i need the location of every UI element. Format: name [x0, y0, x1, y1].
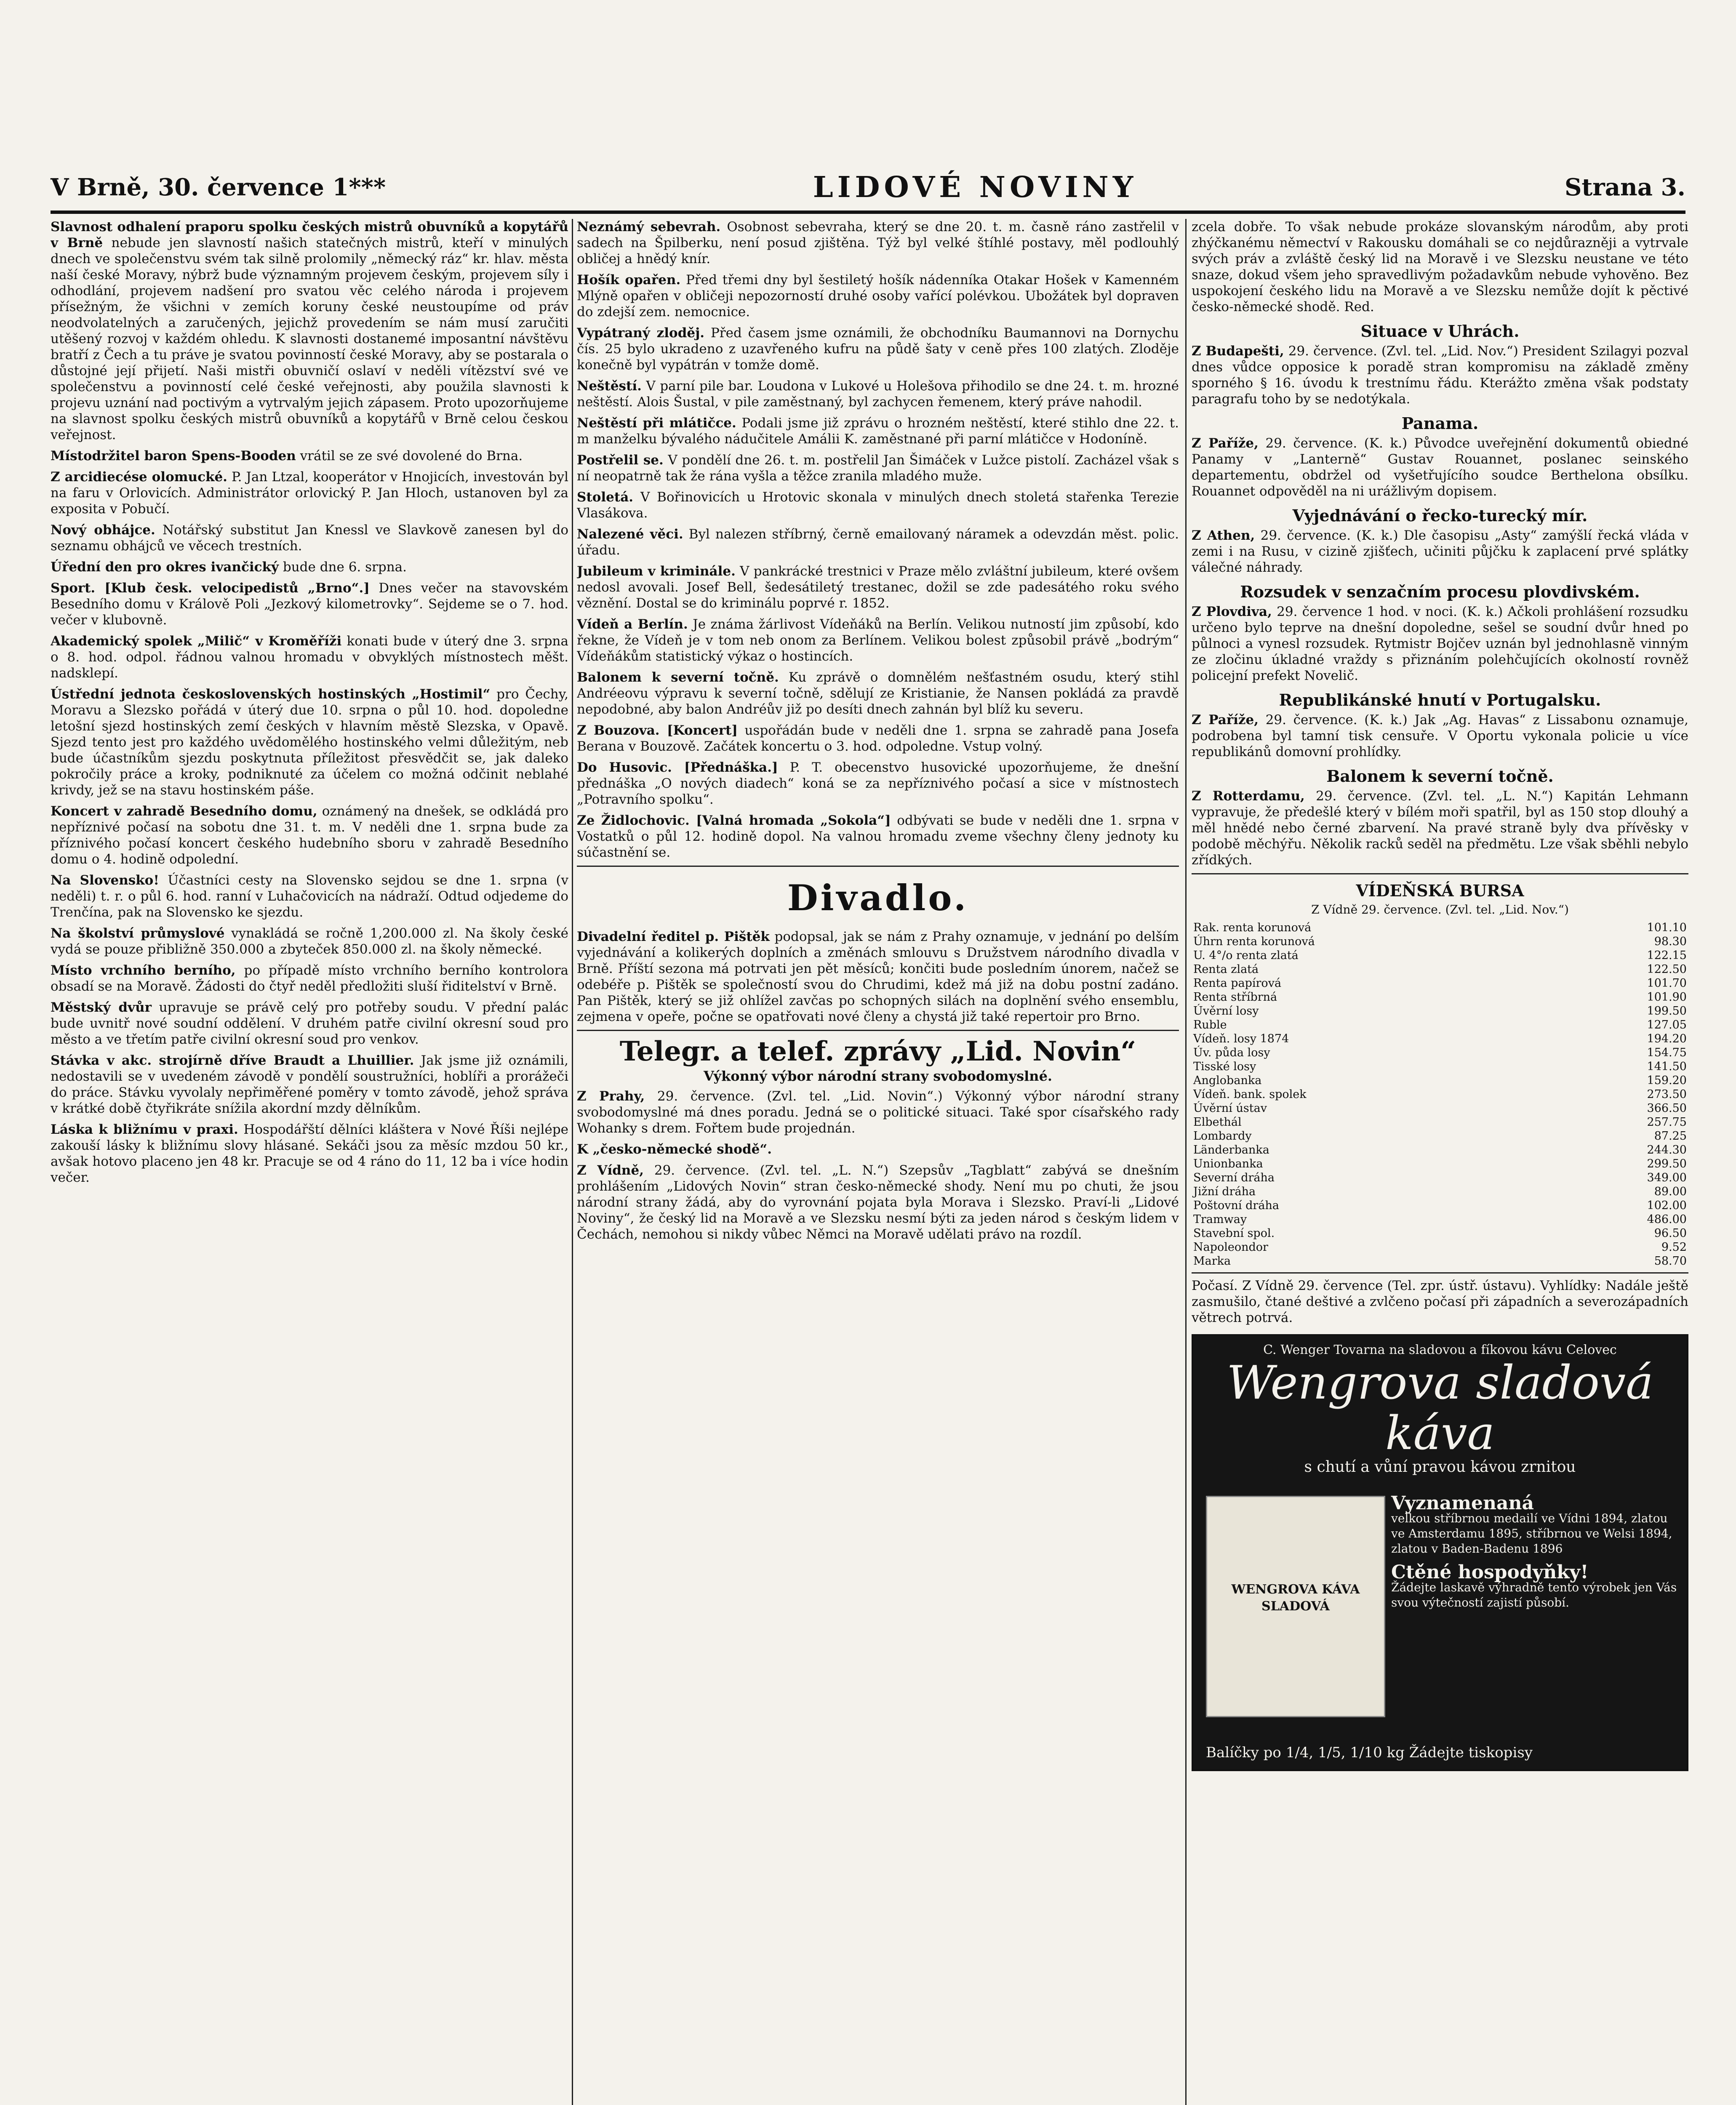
article-text: nebude jen slavností našich statečných mistrů, kteří v minulých dnech ve společenstvu svém tak silně prolomily „německý ráz“ kr. hlav. města naší české Moravy, nýbrž bude významným projevem českým, projevem síly i odhodlání, projevem nadšení pro svatou věc celého národa i projevem přísežným, že všichni v zemích koruny české neustoupíme od práv neodvolatelných a zaručených, jejichž provedením se nám musí zaručiti utěšený rozvoj v každém ohledu. K slavnosti dostanemé imposantní návštěvu bratří z Čech a tu práve je svatou povinností české Moravy, aby se postarala o důstojné její přijetí. Naši mistři obuvničí oslaví v neděli vítězství své ve společenstvu a povinností celé české veřejnosti, aby použila slavnosti k projevu uznání nad poctivým a vytrvalým jejich zápasem. Proto upozorňujeme na slavnost spolku českých mistrů obuvníků a kopytářů v Brně celou českou veřejnost. [51, 235, 568, 442]
rate-row [1192, 976, 1688, 990]
article [51, 219, 568, 443]
rate-row [1192, 1143, 1688, 1157]
article [577, 489, 1179, 521]
article [51, 925, 568, 957]
rate-value: 299.50 [1647, 1157, 1687, 1170]
article-text: V pondělí dne 26. t. m. postřelil Jan Šimáček v Lužce pistolí. Zacházel však s ní neopatrně tak že rána vyšla a těžce zranila mladého muže. [577, 453, 1179, 484]
ad-banner: C. Wenger Tovarna na sladovou a fíkovou kávu Celovec [1263, 1343, 1617, 1357]
article-headline: K „česko-německé shodě“. [577, 1142, 772, 1157]
ad-subtitle: s chutí a vůní pravou kávou zrnitou [1304, 1458, 1576, 1476]
article-text: Dnes večer na stavovském Besedního domu v Králově Poli „Jezkový kilometrovky“. Sejdeme se o 7. hod. večer v klubovně. [51, 581, 568, 628]
article [577, 1088, 1179, 1136]
rate-row [1192, 1129, 1688, 1143]
article-headline: Nový obhájce. [51, 522, 155, 538]
article-headline: Do Husovic. [Přednáška.] [577, 760, 778, 775]
article [577, 722, 1179, 754]
rate-row [1192, 1199, 1688, 1212]
ad-text [1391, 1492, 1678, 1610]
section-rule [577, 866, 1179, 867]
rate-row [1192, 949, 1688, 962]
rate-value: 194.20 [1647, 1032, 1687, 1045]
rate-row [1192, 1004, 1688, 1018]
rate-label: Rak. renta korunová [1193, 921, 1312, 934]
rate-row [1192, 1087, 1688, 1101]
rate-label: U. 4°/o renta zlatá [1193, 949, 1299, 962]
article [51, 448, 568, 464]
article [577, 1162, 1179, 1242]
article [51, 962, 568, 994]
rate-value: 9.52 [1661, 1241, 1687, 1254]
article [1192, 604, 1688, 684]
article [51, 686, 568, 798]
rate-label: Vídeň. bank. spolek [1193, 1088, 1307, 1101]
article-headline: Městský dvůr [51, 1000, 152, 1015]
rate-row [1192, 935, 1688, 949]
article [577, 378, 1179, 410]
article-text: V Bořinovicích u Hrotovic skonala v minulých dnech stoletá stařenka Terezie Vlasákova. [577, 490, 1179, 521]
article-text: Notářský substitut Jan Knessl ve Slavkově zanesen byl do seznamu obhájců ve věcech trestních. [51, 522, 568, 554]
article [577, 272, 1179, 320]
package-label: WENGROVA KÁVA SLADOVÁ [1231, 1582, 1360, 1614]
rate-value: 349.00 [1647, 1171, 1687, 1184]
telegr-news [577, 1088, 1179, 1242]
article [51, 872, 568, 920]
article-text: podopsal, jak se nám z Prahy oznamuje, v jednání po delším vyjednávání a kolikerých doplních a změnách smlouvu s Družstvem národního divadla v Brně. Příští sezona má potrvati jen pět měsíců; končiti bude posledním únorem, načež se odebéře p. Pištěk se společností svou do Chrudimi, kdež má již na dobu postní zadáno. Pan Pištěk, který se již ohlížel zavčas po schopných silách na doplnění svého ensemblu, zejmena v opeře, počne se opatřovati nové členy a chystá již také repertoir pro Brno. [577, 929, 1179, 1024]
article [577, 526, 1179, 558]
issue-date: V Brně, 30. července 1*** [51, 173, 386, 201]
article-headline: Láska k bližnímu v praxi. [51, 1122, 238, 1137]
article-text: 29. července. (K. k.) Původce uveřejnění dokumentů obiedné Panamy v „Lanterně“ Gustav Rouannet, poslanec seinského departementu, obdržel od vyšetřujícího soudce Berthelona obsílku. Rouannet odpověděl na ni urážlivým dopisem. [1192, 436, 1688, 499]
article [1192, 528, 1688, 576]
article-text: P. Jan Ltzal, kooperátor v Hnojicích, investován byl na faru v Orlovicích. Administrátor orlovický P. Jan Hloch, ustanoven byl za exposita v Pobučí. [51, 469, 568, 517]
article-subheading: Panama. [1401, 414, 1479, 433]
rate-value: 366.50 [1647, 1102, 1687, 1115]
rate-label: Napoleondor [1193, 1241, 1268, 1254]
article-headline: Z Prahy, [577, 1089, 645, 1104]
article-text: upravuje se právě celý pro potřeby soudu. V přední palác bude uvnitř nové soudní oddělení. V druhém patře civilní okresní soud pro město a ve třetím patře civilní okresní soud pro venkov. [51, 1000, 568, 1047]
article [577, 669, 1179, 717]
rate-value: 101.70 [1647, 977, 1687, 990]
rate-label: Renta papírová [1193, 977, 1282, 990]
article [577, 325, 1179, 373]
rate-row [1192, 1032, 1688, 1046]
rate-row [1192, 1074, 1688, 1087]
article-text: odbývati se bude v neděli dne 1. srpna v Vostatků o půl 12. hodině dopol. Na valnou hromadu zveme všechny členy jednoty ku súčastnění se. [577, 813, 1179, 860]
article-subheading: Vyjednávání o řecko-turecký mír. [1292, 506, 1588, 525]
article-headline: Místodržitel baron Spens-Booden [51, 448, 296, 464]
article-headline: Nalezené věci. [577, 527, 683, 542]
section-rule [577, 1030, 1179, 1031]
article-text: 29. července. (Zvl. tel. „Lid. Novin“.) Výkonný výbor národní strany svobodomyslné má dnes poradu. Jedná se o politické situaci. Také spor císařského rady Wohanky s drem. Fořtem bude projednán. [577, 1089, 1179, 1136]
coffee-package-image [1206, 1496, 1385, 1717]
rate-value: 141.50 [1647, 1060, 1687, 1073]
column-middle-news [577, 219, 1179, 861]
article-headline: Z Vídně, [577, 1163, 644, 1178]
burza-date: Z Vídně 29. července. (Zvl. tel. „Lid. Nov.“) [1311, 903, 1569, 917]
rate-value: 96.50 [1654, 1227, 1687, 1240]
article-headline: Akademický spolek „Milič“ v Kroměříži [51, 634, 342, 649]
article-headline: Neštěstí při mlátičce. [577, 416, 736, 431]
article-text: zcela dobře. To však nebude prokáze slovanským národům, aby proti zhýčkanému němectví v Rakousku domáhali se co nejdůrazněji a vytrvale svých práv a zvláště český lid na Moravě i ve Slezsku neustane ve této snaze, dokud všem jeho spravedlivým požadavkům nebude vyhověno. Bez uspokojení českého lidu na Moravě a ve Slezsku nemůže dojít k pěctivé česko-německé shodě. Red. [1192, 219, 1688, 314]
article-headline: Stoletá. [577, 490, 634, 505]
rate-value: 273.50 [1647, 1088, 1687, 1101]
rate-label: Poštovní dráha [1193, 1199, 1279, 1212]
article-headline: Z Paříže, [1192, 436, 1259, 451]
article [1192, 712, 1688, 760]
ad-bottom-line: Balíčky po 1/4, 1/5, 1/10 kg Žádejte tiskopisy [1206, 1744, 1533, 1761]
article [577, 1141, 1179, 1157]
rate-row [1192, 1101, 1688, 1115]
article-text: V parní pile bar. Loudona v Lukové u Holešova přihodilo se dne 24. t. m. hrozné neštěstí. Alois Šustal, v pile zaměstnaný, byl zachycen řemenem, který práve nahodil. [577, 378, 1179, 410]
article [577, 219, 1179, 267]
article-headline: Z Bouzova. [Koncert] [577, 723, 738, 738]
article-text: uspořádán bude v neděli dne 1. srpna se zahradě pana Josefa Berana v Bouzově. Začátek koncertu o 3. hod. odpoledne. Vstup volný. [577, 723, 1179, 754]
rate-value: 257.75 [1647, 1116, 1687, 1129]
article [577, 452, 1179, 484]
advertisement [1192, 1334, 1688, 1771]
rate-row [1192, 1060, 1688, 1074]
rate-label: Úvěrní ústav [1193, 1102, 1267, 1115]
article [577, 929, 1179, 1025]
article-headline: Balonem k severní točně. [577, 670, 779, 685]
article-text: 29. července. (K. k.) Dle časopisu „Asty“ zamýšlí řecká vláda v zemi i na Rusu, v cizině zjišťech, učiniti půjčku k zaplacení prvé splátky válečné náhrady. [1192, 528, 1688, 575]
article-text: Je známa žárlivost Vídeňáků na Berlín. Velikou nutností jim způsobí, kdo řekne, že Vídeň je v tom neb onom za Berlínem. Velikou bolest způsobil právě „bodrým“ Vídeňákům statistický výkaz o hostincích. [577, 617, 1179, 664]
article-headline: Z Paříže, [1192, 712, 1259, 727]
rate-row [1192, 1157, 1688, 1171]
rate-label: Tisské losy [1193, 1060, 1256, 1073]
rate-label: Renta stříbrná [1193, 991, 1277, 1004]
section-title-divadlo: Divadlo. [787, 877, 969, 919]
award-text: velkou stříbrnou medailí ve Vídni 1894, zlatou ve Amsterdamu 1895, stříbrnou ve Welsi 1894, zlatou v Baden-Badenu 1896 [1391, 1511, 1672, 1556]
rate-value: 199.50 [1647, 1005, 1687, 1018]
rate-label: Elbethál [1193, 1116, 1242, 1129]
rate-label: Anglobanka [1193, 1074, 1262, 1087]
article-text: 29. července. (K. k.) Jak „Ag. Havas“ z Lissabonu oznamuje, podrobena byl tamní tisk censuře. V Oportu vykonala policie u více republikánů domovní prohlídky. [1192, 712, 1688, 759]
rate-row [1192, 1226, 1688, 1240]
call-text: Žádejte laskavě výhradně tento výrobek jen Vás svou výtečností zajistí působí. [1391, 1580, 1677, 1609]
rate-row [1192, 1115, 1688, 1129]
article-headline: Slavnost odhalení praporu spolku českých mistrů obuvníků a kopytářů v Brně [51, 219, 568, 250]
article-headline: Z Budapešti, [1192, 344, 1284, 359]
article-headline: Z Athen, [1192, 528, 1255, 543]
article-headline: Postřelil se. [577, 453, 664, 468]
rate-label: Stavební spol. [1193, 1227, 1275, 1240]
article-text: Účastníci cesty na Slovensko sejdou se dne 1. srpna (v neděli) t. r. o půl 6. hod. ranní v Luhačovicích na nádraží. Odtud odjedeme do Trenčína, pak na Slovensko ke sjezdu. [51, 873, 568, 920]
rate-label: Lombardy [1193, 1130, 1252, 1143]
article-text: Byl nalezen stříbrný, černě emailovaný náramek a odevzdán měst. polic. úřadu. [577, 527, 1179, 558]
article-text: Podali jsme již zprávu o hrozném neštěstí, které stihlo dne 22. t. m manželku bývalého nádučitele Amálii K. zaměstnané při parní mlátičce v Hodoníně. [577, 416, 1179, 447]
article-subheading: Balonem k severní točně. [1326, 767, 1554, 786]
section-rule [1192, 873, 1688, 874]
article-text: 29. července. (Zvl. tel. „Lid. Nov.“) President Szilagyi pozval dnes vůdce opposice k poradě stran kompromisu na základě změny sporného § 16. úvodu k trestnímu řádu. Kterážto změna však podstaty paragrafu toho by se nedotýkala. [1192, 344, 1688, 407]
section-rule [1192, 1272, 1688, 1274]
ad-title: Wengrova sladová káva [1227, 1356, 1653, 1460]
article-text: Hospodářští dělníci kláštera v Nové Říši nejlépe zakouší lásky k bližnímu slovy hlásané. Sekáči jsou za měsíc mzdou 50 kr., avšak hotovo placeno jen 48 kr. Pracuje se od 4 ráno do 11, 12 ba i více hodin večer. [51, 1122, 568, 1185]
article-text: Ku zprávě o domnělém nešťastném osudu, který stihl Andréeovu výpravu k severní točně, sdělují ze Kristianie, že Nansen pokládá za pravdě nepodobné, aby balon Andréův již po desíti dnech zahnán byl blíž ku severu. [577, 670, 1179, 717]
article-text: 29. července. (Zvl. tel. „L. N.“) Kapitán Lehmann vypravuje, že předešlé který v bílém moři spatřil, byl as 150 stop dlouhý a měl hnědé nebo černé zbarvení. Na pravé straně byly dva přívěsky v podobě měchýřu. Několik racků seděl na předmětu. Lze však sběhli nebylo zřídkých. [1192, 789, 1688, 868]
article-headline: Ústřední jednota československých hostinských „Hostimil“ [51, 687, 491, 702]
article-text: Jak jsme již oznámili, nedostavili se v uvedeném závodě v pondělí soustružníci, hoblíři a prorážeči do práce. Stávku vyvolaly nepřiměřené poměry v tomto závodě, jehož správa v krátké době čtyřikráte snížila akordní mzdy dělníkům. [51, 1053, 568, 1116]
article-headline: Z Rotterdamu, [1192, 789, 1305, 804]
newspaper-title: LIDOVÉ NOVINY [813, 171, 1138, 204]
article-text: vynakládá se ročně 1,200.000 zl. Na školy české vydá se pouze přibližně 350.000 a zbyteček 850.000 zl. na školy německé. [51, 926, 568, 957]
article-subheading: Rozsudek v senzačním procesu plovdivském. [1240, 582, 1640, 601]
article-headline: Na Slovensko! [51, 873, 159, 888]
rate-row [1192, 1018, 1688, 1032]
article-text: P. T. obecenstvo husovické upozorňujeme, že dnešní přednáška „O nových diadech“ koná se za nepříznivého počasí a sice v místnostech „Potravního spolku“. [577, 760, 1179, 807]
article-headline: Sport. [Klub česk. velocipedistů „Brno“.] [51, 581, 370, 596]
article-text: vrátil se ze své dovolené do Brna. [300, 448, 523, 464]
article [51, 633, 568, 681]
rate-row [1192, 1171, 1688, 1185]
article-subheading: Situace v Uhrách. [1360, 322, 1520, 341]
article [51, 469, 568, 517]
article-text: bude dne 6. srpna. [283, 560, 407, 575]
call-heading: Ctěné hospodyňky! [1391, 1561, 1589, 1583]
rate-label: Severní dráha [1193, 1171, 1275, 1184]
rate-value: 159.20 [1647, 1074, 1687, 1087]
article-text: oznámený na dnešek, se odkládá pro nepříznivé počasí na sobotu dne 31. t. m. V neděli dne 1. srpna bude za příznivého počasí koncert českého hudebního sboru v zahradě Besedního domu o 4. hodině odpolední. [51, 804, 568, 867]
rate-value: 58.70 [1654, 1255, 1687, 1268]
column-divider [572, 219, 573, 2105]
rate-row [1192, 1185, 1688, 1199]
article-headline: Neštěstí. [577, 378, 642, 394]
article-headline: Na školství průmyslové [51, 926, 225, 941]
rate-label: Unionbanka [1193, 1157, 1263, 1170]
burza-title: VÍDEŇSKÁ BURSA [1356, 881, 1524, 900]
rate-row [1192, 1240, 1688, 1254]
rate-value: 122.15 [1647, 949, 1687, 962]
article-headline: Vypátraný zloděj. [577, 325, 705, 341]
masthead-rule [51, 210, 1685, 214]
article [51, 1052, 568, 1116]
rate-label: Úvěrní losy [1193, 1005, 1259, 1018]
article-headline: Hošík opařen. [577, 272, 681, 288]
column-divider [1185, 219, 1187, 2105]
article-subheading: Republikánské hnutí v Portugalsku. [1279, 690, 1601, 709]
rate-label: Marka [1193, 1255, 1231, 1268]
rate-value: 89.00 [1654, 1185, 1687, 1198]
article-text: konati bude v úterý dne 3. srpna o 8. hod. odpol. řádnou valnou hromadu v obvyklých místnostech měšt. nadsklepí. [51, 634, 568, 681]
article-text: 29. července 1 hod. v noci. (K. k.) Ačkoli prohlášení rozsudku určeno bylo teprve na dnešní dopoledne, sešel se soudní dvůr hned po půlnoci a vynesl rozsudek. Rytmistr Bojčev uznán byl jednohlasně vinným ze zločinu úkladné vraždy s přiznáním polehčujících okolností rovněž policejní prefekt Novelič. [1192, 604, 1688, 683]
rate-label: Länderbanka [1193, 1143, 1269, 1156]
article-headline: Ze Židlochovic. [Valná hromada „Sokola“] [577, 813, 891, 828]
rate-row [1192, 921, 1688, 935]
rate-value: 486.00 [1647, 1213, 1687, 1226]
rate-label: Ruble [1193, 1018, 1227, 1031]
article [1192, 219, 1688, 315]
article [577, 415, 1179, 447]
article-headline: Koncert v zahradě Besedního domu, [51, 804, 317, 819]
rate-value: 101.90 [1647, 991, 1687, 1004]
rate-value: 122.50 [1647, 963, 1687, 976]
article-headline: Stávka v akc. strojírně dříve Braudt a Lhuillier. [51, 1053, 414, 1068]
rate-value: 154.75 [1647, 1046, 1687, 1059]
article-text: Osobnost sebevraha, který se dne 20. t. m. časně ráno zastřelil v sadech na Špilberku, není posud zjištěna. Týž byl velké štíhlé postavy, měl podlouhlý obličej a hnědý knír. [577, 219, 1179, 266]
article-headline: Jubileum v kriminále. [577, 564, 736, 579]
article [1192, 788, 1688, 868]
rate-value: 101.10 [1647, 921, 1687, 934]
article-text: po případě místo vrchního berního kontrolora obsadí se na Moravě. Žádosti do čtyř neděl předložiti sluší řiditelství v Brně. [51, 963, 568, 994]
rate-label: Renta zlatá [1193, 963, 1259, 976]
article-headline: Místo vrchního berního, [51, 963, 236, 978]
article-headline: Z arcidiecése olomucké. [51, 469, 227, 485]
article [51, 580, 568, 628]
rate-value: 98.30 [1654, 935, 1687, 948]
article [51, 803, 568, 867]
rate-value: 87.25 [1654, 1130, 1687, 1143]
article-headline: Z Plovdiva, [1192, 604, 1272, 619]
section-title-telegr: Telegr. a telef. zprávy „Lid. Novin“ [619, 1036, 1136, 1067]
column-left [51, 219, 568, 2105]
article [51, 522, 568, 554]
rate-label: Úhrn renta korunová [1193, 935, 1315, 948]
rate-label: Jižní dráha [1193, 1185, 1256, 1198]
column-right [1192, 219, 1688, 2105]
telegr-subtitle: Výkonný výbor národní strany svobodomyslné. [703, 1068, 1053, 1084]
burza-table [1192, 921, 1688, 1268]
article-text: Před časem jsme oznámili, že obchodníku Baumannovi na Dornychu čís. 25 bylo ukradeno z uzavřeného kufru na půdě šaty v ceně přes 100 zlatých. Zloděje konečně byl vypátrán v tomže domě. [577, 325, 1179, 373]
article [51, 999, 568, 1047]
page-number: Strana 3. [1564, 173, 1685, 201]
article [577, 759, 1179, 807]
rate-label: Vídeň. losy 1874 [1193, 1032, 1289, 1045]
rate-value: 127.05 [1647, 1018, 1687, 1031]
rate-row [1192, 990, 1688, 1004]
rate-row [1192, 1212, 1688, 1226]
article [577, 616, 1179, 664]
article-text: 29. července. (Zvl. tel. „L. N.“) Szepsův „Tagblatt“ zabývá se dnešním prohlášením „Lidových Novin“ stran česko-německé shody. Není mu po chuti, že jsou národní strany žádá, aby do vyrovnání pojata byla Morava i Slezsko. Praví-li „Lidové Noviny“, že český lid na Moravě a ve Slezsku nesmí býti za jeden národ s českým lidem v Čechách, nemohou si nikdy vůbec Němci na Moravě udělati právo na rozdíl. [577, 1163, 1179, 1242]
article [51, 559, 568, 575]
rate-row [1192, 1046, 1688, 1060]
article-headline: Neznámý sebevrah. [577, 219, 721, 234]
article [1192, 435, 1688, 499]
article-headline: Vídeň a Berlín. [577, 617, 688, 632]
article [577, 563, 1179, 611]
article-headline: Úřední den pro okres ivančický [51, 560, 279, 575]
column-middle [577, 219, 1179, 2105]
article-text: Před třemi dny byl šestiletý hošík nádenníka Otakar Hošek v Kamenném Mlýně opařen v obličeji nepozorností druhé osoby vařící polévkou. Ubožátek byl dopraven do zdejší zem. nemocnice. [577, 272, 1179, 320]
article [1192, 343, 1688, 407]
article-text: V pankrácké trestnici v Praze mělo zvláštní jubileum, které ovšem nedosl avovali. Josef Bell, šedesátiletý trestanec, dožil se zde padesátého roku svého věznění. Dostal se do kriminálu poprvé r. 1852. [577, 564, 1179, 611]
award-heading: Vyznamenaná [1391, 1492, 1534, 1514]
rate-label: Úv. půda losy [1193, 1046, 1270, 1059]
rate-row [1192, 1254, 1688, 1268]
weather-report: Počasí. Z Vídně 29. července (Tel. zpr. ústř. ústavu). Vyhlídky: Nadále ještě zasmušilo, čtané deštivé a zvlčeno počasí při západních a severozápadních větrech potrvá. [1192, 1278, 1688, 1325]
rate-label: Tramway [1193, 1213, 1247, 1226]
masthead [51, 168, 1685, 206]
rate-value: 244.30 [1647, 1143, 1687, 1156]
article [51, 1122, 568, 1186]
rate-row [1192, 962, 1688, 976]
column-right-news [1192, 219, 1688, 868]
article [577, 813, 1179, 861]
article-text: pro Čechy, Moravu a Slezsko pořádá v úterý due 10. srpna o půl 10. hod. dopoledne letošní sjezd hostinských zemí českých v hlavním městě Slezska, v Opavě. Sjezd tento jest pro každého uvědomělého hostinského velmi důležitým, neb bude účastníkům sjezdu poskytnuta příležitost přesvědčit se, jak daleko pokročily práce a kroky, podniknuté za účelem co možná odčinit neblahé krivdy, jež se na stavu hostinském páše. [51, 687, 568, 798]
article-headline: Divadelní ředitel p. Pištěk [577, 929, 770, 944]
rate-value: 102.00 [1647, 1199, 1687, 1212]
